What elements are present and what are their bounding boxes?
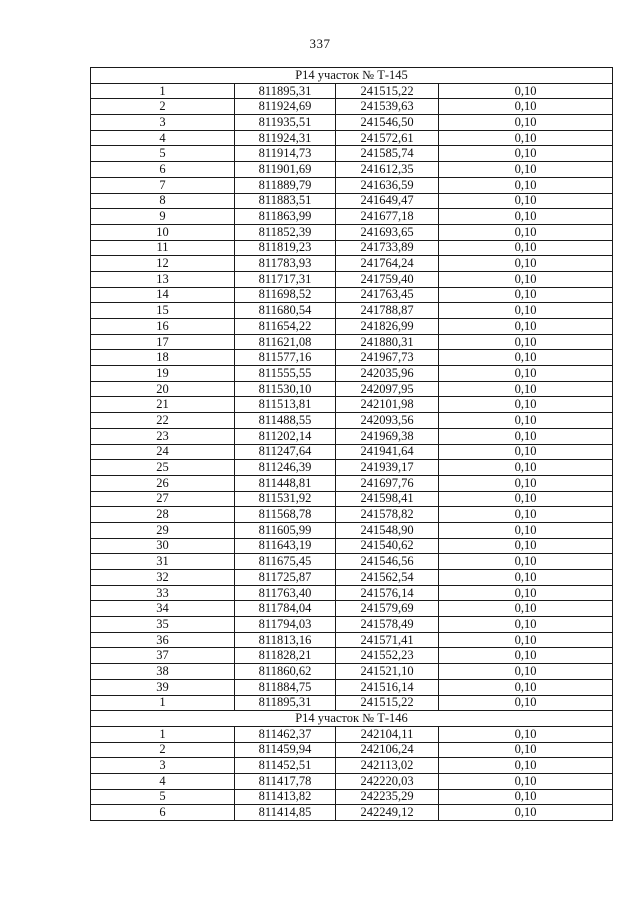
x-coordinate-cell: 811924,69 (235, 99, 336, 115)
table-row (91, 224, 613, 240)
accuracy-cell: 0,10 (439, 366, 613, 382)
accuracy-cell: 0,10 (439, 319, 613, 335)
x-coordinate-cell: 811654,22 (235, 319, 336, 335)
point-number-cell: 1 (91, 726, 235, 742)
accuracy-cell: 0,10 (439, 397, 613, 413)
y-coordinate-cell: 241579,69 (336, 601, 439, 617)
point-number-cell: 11 (91, 240, 235, 256)
accuracy-cell: 0,10 (439, 538, 613, 554)
accuracy-cell: 0,10 (439, 303, 613, 319)
table-row (91, 177, 613, 193)
point-number-cell: 27 (91, 491, 235, 507)
accuracy-cell: 0,10 (439, 350, 613, 366)
x-coordinate-cell: 811414,85 (235, 805, 336, 821)
y-coordinate-cell: 242093,56 (336, 413, 439, 429)
x-coordinate-cell: 811924,31 (235, 130, 336, 146)
x-coordinate-cell: 811935,51 (235, 115, 336, 131)
point-number-cell: 3 (91, 758, 235, 774)
table-row (91, 664, 613, 680)
accuracy-cell: 0,10 (439, 115, 613, 131)
accuracy-cell: 0,10 (439, 444, 613, 460)
table-row (91, 146, 613, 162)
point-number-cell: 26 (91, 475, 235, 491)
y-coordinate-cell: 241759,40 (336, 271, 439, 287)
accuracy-cell: 0,10 (439, 773, 613, 789)
point-number-cell: 25 (91, 460, 235, 476)
point-number-cell: 33 (91, 585, 235, 601)
point-number-cell: 35 (91, 617, 235, 633)
table-row (91, 695, 613, 711)
y-coordinate-cell: 241941,64 (336, 444, 439, 460)
table-row (91, 319, 613, 335)
accuracy-cell: 0,10 (439, 507, 613, 523)
accuracy-cell: 0,10 (439, 146, 613, 162)
y-coordinate-cell: 241585,74 (336, 146, 439, 162)
table-row (91, 789, 613, 805)
table-row (91, 115, 613, 131)
accuracy-cell: 0,10 (439, 648, 613, 664)
x-coordinate-cell: 811914,73 (235, 146, 336, 162)
accuracy-cell: 0,10 (439, 664, 613, 680)
x-coordinate-cell: 811819,23 (235, 240, 336, 256)
table-row (91, 99, 613, 115)
y-coordinate-cell: 241546,50 (336, 115, 439, 131)
table-row (91, 209, 613, 225)
accuracy-cell: 0,10 (439, 209, 613, 225)
table-row (91, 444, 613, 460)
point-number-cell: 7 (91, 177, 235, 193)
accuracy-cell: 0,10 (439, 460, 613, 476)
point-number-cell: 39 (91, 679, 235, 695)
accuracy-cell: 0,10 (439, 334, 613, 350)
point-number-cell: 6 (91, 805, 235, 821)
point-number-cell: 5 (91, 146, 235, 162)
x-coordinate-cell: 811247,64 (235, 444, 336, 460)
point-number-cell: 5 (91, 789, 235, 805)
y-coordinate-cell: 241697,76 (336, 475, 439, 491)
y-coordinate-cell: 241939,17 (336, 460, 439, 476)
y-coordinate-cell: 241571,41 (336, 632, 439, 648)
x-coordinate-cell: 811605,99 (235, 522, 336, 538)
x-coordinate-cell: 811783,93 (235, 256, 336, 272)
point-number-cell: 17 (91, 334, 235, 350)
accuracy-cell: 0,10 (439, 570, 613, 586)
coordinates-table-body (91, 68, 613, 821)
point-number-cell: 38 (91, 664, 235, 680)
table-row (91, 303, 613, 319)
x-coordinate-cell: 811784,04 (235, 601, 336, 617)
x-coordinate-cell: 811901,69 (235, 162, 336, 178)
point-number-cell: 16 (91, 319, 235, 335)
table-row (91, 679, 613, 695)
table-row (91, 256, 613, 272)
x-coordinate-cell: 811794,03 (235, 617, 336, 633)
x-coordinate-cell: 811717,31 (235, 271, 336, 287)
table-row (91, 428, 613, 444)
accuracy-cell: 0,10 (439, 240, 613, 256)
point-number-cell: 15 (91, 303, 235, 319)
table-row (91, 585, 613, 601)
y-coordinate-cell: 241763,45 (336, 287, 439, 303)
table-row (91, 130, 613, 146)
x-coordinate-cell: 811698,52 (235, 287, 336, 303)
section-title: Р14 участок № Т-146 (91, 711, 613, 727)
accuracy-cell: 0,10 (439, 428, 613, 444)
accuracy-cell: 0,10 (439, 193, 613, 209)
table-row (91, 507, 613, 523)
point-number-cell: 28 (91, 507, 235, 523)
table-row (91, 522, 613, 538)
y-coordinate-cell: 241515,22 (336, 83, 439, 99)
y-coordinate-cell: 241636,59 (336, 177, 439, 193)
table-row (91, 83, 613, 99)
accuracy-cell: 0,10 (439, 413, 613, 429)
table-row (91, 366, 613, 382)
x-coordinate-cell: 811889,79 (235, 177, 336, 193)
y-coordinate-cell: 241598,41 (336, 491, 439, 507)
y-coordinate-cell: 241649,47 (336, 193, 439, 209)
y-coordinate-cell: 241826,99 (336, 319, 439, 335)
table-row (91, 491, 613, 507)
accuracy-cell: 0,10 (439, 130, 613, 146)
table-row (91, 538, 613, 554)
x-coordinate-cell: 811413,82 (235, 789, 336, 805)
accuracy-cell: 0,10 (439, 695, 613, 711)
point-number-cell: 37 (91, 648, 235, 664)
x-coordinate-cell: 811895,31 (235, 83, 336, 99)
point-number-cell: 2 (91, 99, 235, 115)
point-number-cell: 8 (91, 193, 235, 209)
y-coordinate-cell: 241521,10 (336, 664, 439, 680)
table-row (91, 648, 613, 664)
y-coordinate-cell: 241562,54 (336, 570, 439, 586)
y-coordinate-cell: 241764,24 (336, 256, 439, 272)
point-number-cell: 36 (91, 632, 235, 648)
point-number-cell: 2 (91, 742, 235, 758)
x-coordinate-cell: 811448,81 (235, 475, 336, 491)
x-coordinate-cell: 811462,37 (235, 726, 336, 742)
table-row (91, 617, 613, 633)
page-number: 337 (309, 36, 331, 51)
section-header-row (91, 68, 613, 84)
section-header-row (91, 711, 613, 727)
x-coordinate-cell: 811246,39 (235, 460, 336, 476)
x-coordinate-cell: 811621,08 (235, 334, 336, 350)
x-coordinate-cell: 811488,55 (235, 413, 336, 429)
accuracy-cell: 0,10 (439, 789, 613, 805)
x-coordinate-cell: 811417,78 (235, 773, 336, 789)
x-coordinate-cell: 811725,87 (235, 570, 336, 586)
point-number-cell: 9 (91, 209, 235, 225)
accuracy-cell: 0,10 (439, 679, 613, 695)
table-row (91, 726, 613, 742)
y-coordinate-cell: 241540,62 (336, 538, 439, 554)
accuracy-cell: 0,10 (439, 726, 613, 742)
coordinates-table (90, 67, 613, 821)
accuracy-cell: 0,10 (439, 758, 613, 774)
x-coordinate-cell: 811643,19 (235, 538, 336, 554)
x-coordinate-cell: 811895,31 (235, 695, 336, 711)
accuracy-cell: 0,10 (439, 475, 613, 491)
accuracy-cell: 0,10 (439, 381, 613, 397)
point-number-cell: 29 (91, 522, 235, 538)
table-row (91, 805, 613, 821)
accuracy-cell: 0,10 (439, 99, 613, 115)
table-row (91, 334, 613, 350)
point-number-cell: 13 (91, 271, 235, 287)
x-coordinate-cell: 811675,45 (235, 554, 336, 570)
x-coordinate-cell: 811813,16 (235, 632, 336, 648)
x-coordinate-cell: 811555,55 (235, 366, 336, 382)
point-number-cell: 10 (91, 224, 235, 240)
accuracy-cell: 0,10 (439, 177, 613, 193)
y-coordinate-cell: 242097,95 (336, 381, 439, 397)
y-coordinate-cell: 241546,56 (336, 554, 439, 570)
y-coordinate-cell: 242101,98 (336, 397, 439, 413)
y-coordinate-cell: 241516,14 (336, 679, 439, 695)
accuracy-cell: 0,10 (439, 805, 613, 821)
table-row (91, 240, 613, 256)
y-coordinate-cell: 241969,38 (336, 428, 439, 444)
table-row (91, 350, 613, 366)
table-row (91, 475, 613, 491)
x-coordinate-cell: 811860,62 (235, 664, 336, 680)
y-coordinate-cell: 241788,87 (336, 303, 439, 319)
point-number-cell: 1 (91, 695, 235, 711)
table-row (91, 193, 613, 209)
y-coordinate-cell: 241578,49 (336, 617, 439, 633)
accuracy-cell: 0,10 (439, 256, 613, 272)
point-number-cell: 31 (91, 554, 235, 570)
point-number-cell: 22 (91, 413, 235, 429)
x-coordinate-cell: 811852,39 (235, 224, 336, 240)
point-number-cell: 4 (91, 130, 235, 146)
table-row (91, 397, 613, 413)
y-coordinate-cell: 241539,63 (336, 99, 439, 115)
x-coordinate-cell: 811828,21 (235, 648, 336, 664)
y-coordinate-cell: 242035,96 (336, 366, 439, 382)
accuracy-cell: 0,10 (439, 554, 613, 570)
x-coordinate-cell: 811531,92 (235, 491, 336, 507)
x-coordinate-cell: 811680,54 (235, 303, 336, 319)
accuracy-cell: 0,10 (439, 271, 613, 287)
x-coordinate-cell: 811577,16 (235, 350, 336, 366)
accuracy-cell: 0,10 (439, 287, 613, 303)
y-coordinate-cell: 241515,22 (336, 695, 439, 711)
accuracy-cell: 0,10 (439, 83, 613, 99)
point-number-cell: 23 (91, 428, 235, 444)
point-number-cell: 21 (91, 397, 235, 413)
table-row (91, 381, 613, 397)
x-coordinate-cell: 811883,51 (235, 193, 336, 209)
y-coordinate-cell: 241548,90 (336, 522, 439, 538)
x-coordinate-cell: 811568,78 (235, 507, 336, 523)
y-coordinate-cell: 241677,18 (336, 209, 439, 225)
point-number-cell: 34 (91, 601, 235, 617)
y-coordinate-cell: 241880,31 (336, 334, 439, 350)
table-row (91, 601, 613, 617)
point-number-cell: 6 (91, 162, 235, 178)
table-row (91, 742, 613, 758)
accuracy-cell: 0,10 (439, 162, 613, 178)
y-coordinate-cell: 242106,24 (336, 742, 439, 758)
y-coordinate-cell: 242113,02 (336, 758, 439, 774)
x-coordinate-cell: 811459,94 (235, 742, 336, 758)
y-coordinate-cell: 242235,29 (336, 789, 439, 805)
y-coordinate-cell: 241733,89 (336, 240, 439, 256)
accuracy-cell: 0,10 (439, 617, 613, 633)
table-row (91, 460, 613, 476)
point-number-cell: 24 (91, 444, 235, 460)
accuracy-cell: 0,10 (439, 491, 613, 507)
y-coordinate-cell: 242104,11 (336, 726, 439, 742)
accuracy-cell: 0,10 (439, 522, 613, 538)
point-number-cell: 12 (91, 256, 235, 272)
point-number-cell: 3 (91, 115, 235, 131)
y-coordinate-cell: 241552,23 (336, 648, 439, 664)
accuracy-cell: 0,10 (439, 601, 613, 617)
table-row (91, 413, 613, 429)
point-number-cell: 30 (91, 538, 235, 554)
y-coordinate-cell: 241572,61 (336, 130, 439, 146)
x-coordinate-cell: 811763,40 (235, 585, 336, 601)
point-number-cell: 1 (91, 83, 235, 99)
x-coordinate-cell: 811884,75 (235, 679, 336, 695)
y-coordinate-cell: 241967,73 (336, 350, 439, 366)
point-number-cell: 32 (91, 570, 235, 586)
table-row (91, 162, 613, 178)
y-coordinate-cell: 241576,14 (336, 585, 439, 601)
table-row (91, 773, 613, 789)
accuracy-cell: 0,10 (439, 742, 613, 758)
point-number-cell: 14 (91, 287, 235, 303)
table-row (91, 271, 613, 287)
accuracy-cell: 0,10 (439, 224, 613, 240)
y-coordinate-cell: 241612,35 (336, 162, 439, 178)
y-coordinate-cell: 241693,65 (336, 224, 439, 240)
y-coordinate-cell: 242220,03 (336, 773, 439, 789)
y-coordinate-cell: 242249,12 (336, 805, 439, 821)
y-coordinate-cell: 241578,82 (336, 507, 439, 523)
accuracy-cell: 0,10 (439, 632, 613, 648)
table-row (91, 758, 613, 774)
point-number-cell: 19 (91, 366, 235, 382)
x-coordinate-cell: 811530,10 (235, 381, 336, 397)
section-title: Р14 участок № Т-145 (91, 68, 613, 84)
x-coordinate-cell: 811452,51 (235, 758, 336, 774)
x-coordinate-cell: 811863,99 (235, 209, 336, 225)
point-number-cell: 18 (91, 350, 235, 366)
table-row (91, 287, 613, 303)
x-coordinate-cell: 811202,14 (235, 428, 336, 444)
x-coordinate-cell: 811513,81 (235, 397, 336, 413)
point-number-cell: 4 (91, 773, 235, 789)
table-row (91, 632, 613, 648)
table-row (91, 570, 613, 586)
table-row (91, 554, 613, 570)
point-number-cell: 20 (91, 381, 235, 397)
accuracy-cell: 0,10 (439, 585, 613, 601)
